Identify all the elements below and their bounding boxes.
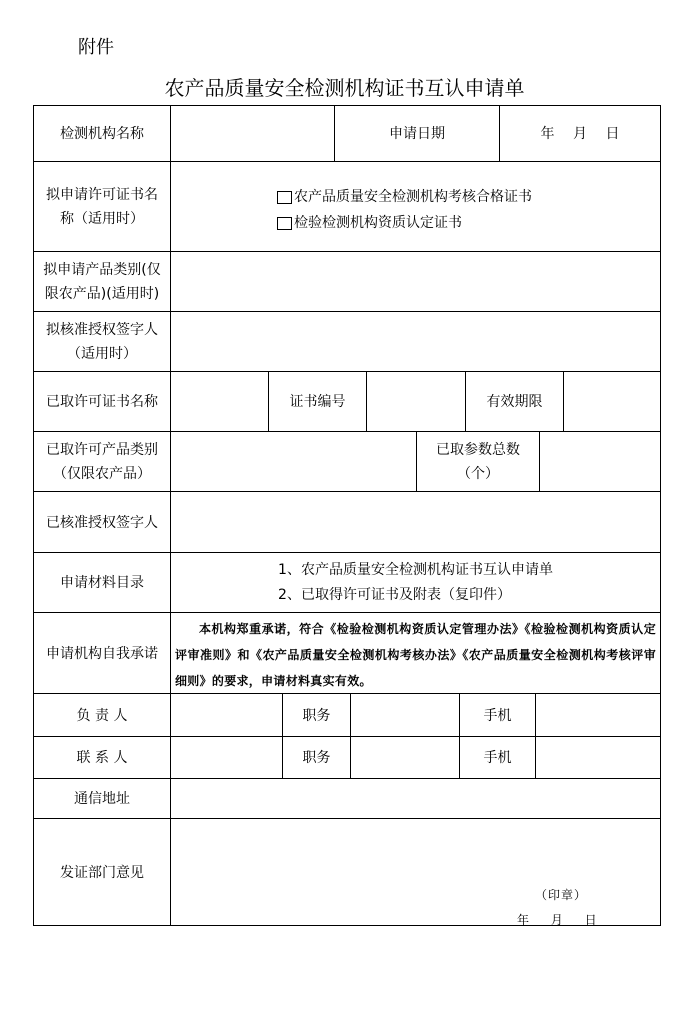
org-name-label: 检测机构名称 xyxy=(60,125,144,142)
cert-option-2-label: 检验检测机构资质认定证书 xyxy=(294,215,462,231)
row-obtained-cert xyxy=(34,371,660,432)
row-materials xyxy=(34,552,660,613)
address-input[interactable] xyxy=(170,779,660,819)
row-commitment xyxy=(34,612,660,694)
mobile-input-2[interactable] xyxy=(535,737,660,779)
obtained-product-label-line1: 已取许可产品类别 xyxy=(46,442,158,458)
row-person-in-charge xyxy=(34,693,660,737)
position-label-1: 职务 xyxy=(282,694,350,737)
intended-cert-label-line1: 拟申请许可证书名 xyxy=(46,187,158,203)
param-total-label-line1: 已取参数总数 xyxy=(436,442,520,458)
person-in-charge-label: 负 责 人 xyxy=(76,707,128,724)
cert-option-1-label: 农产品质量安全检测机构考核合格证书 xyxy=(294,189,532,205)
row-intended-signatory xyxy=(34,311,660,372)
obtained-product-label-line2: （仅限农产品） xyxy=(53,466,151,482)
approved-signatory-label: 已核准授权签字人 xyxy=(46,514,158,531)
stamp-label: （印章） xyxy=(535,888,588,902)
materials-list xyxy=(170,553,660,613)
cert-option-1[interactable] xyxy=(277,184,532,210)
validity-label: 有效期限 xyxy=(465,372,563,432)
intended-signatory-label xyxy=(34,312,170,372)
position-label-2: 职务 xyxy=(282,737,350,779)
material-item-2: 2、已取得许可证书及附表（复印件） xyxy=(278,587,511,603)
param-total-label-line2: （个） xyxy=(457,466,499,482)
intended-signatory-label-line1: 拟核准授权签字人 xyxy=(46,322,158,338)
mobile-label-2: 手机 xyxy=(459,737,535,779)
contact-input[interactable] xyxy=(170,737,282,779)
cert-number-input[interactable] xyxy=(366,372,465,432)
intended-cert-label-line2: 称（适用时） xyxy=(60,211,144,227)
address-label: 通信地址 xyxy=(74,791,130,807)
row-approved-signatory xyxy=(34,491,660,553)
param-total-input[interactable] xyxy=(539,432,660,492)
commitment-text xyxy=(170,613,660,694)
row-contact xyxy=(34,736,660,779)
form-title: 农产品质量安全检测机构证书互认申请单 xyxy=(164,76,525,100)
apply-date-label: 申请日期 xyxy=(334,106,499,161)
row-issuer-opinion xyxy=(34,818,660,926)
issuer-opinion-area[interactable] xyxy=(170,819,660,926)
intended-cert-label xyxy=(34,162,170,252)
apply-date-input[interactable] xyxy=(499,106,660,161)
checkbox-1[interactable] xyxy=(277,191,292,204)
approved-signatory-input[interactable] xyxy=(170,492,660,553)
obtained-cert-label: 已取许可证书名称 xyxy=(46,394,158,410)
person-in-charge-input[interactable] xyxy=(170,694,282,737)
row-intended-product xyxy=(34,251,660,312)
mobile-label-1: 手机 xyxy=(459,694,535,737)
intended-cert-options xyxy=(170,162,660,252)
cert-number-label: 证书编号 xyxy=(268,372,366,432)
position-input-2[interactable] xyxy=(350,737,459,779)
issuer-opinion-label: 发证部门意见 xyxy=(60,864,144,881)
row-intended-cert xyxy=(34,161,660,252)
intended-signatory-label-line2: （适用时） xyxy=(67,346,137,362)
org-name-input[interactable] xyxy=(170,106,334,161)
date-placeholder: 年 月 日 xyxy=(540,125,620,142)
mobile-input-1[interactable] xyxy=(535,694,660,737)
intended-product-label-line2: 限农产品)(适用时) xyxy=(44,286,160,302)
intended-product-label-line1: 拟申请产品类别(仅 xyxy=(43,262,161,278)
commitment-paragraph: 本机构郑重承诺，符合《检验检测机构资质认定管理办法》《检验检测机构资质认定评审准则》和《农产品质量安全检测机构考核办法》《农产品质量安全检测机构考核评审细则》的要求，申请材料真实有效。 xyxy=(175,622,656,688)
commitment-label: 申请机构自我承诺 xyxy=(46,645,158,662)
application-form xyxy=(33,105,661,926)
obtained-product-label xyxy=(34,432,170,492)
row-org-name xyxy=(34,106,660,161)
material-item-1: 1、农产品质量安全检测机构证书互认申请单 xyxy=(278,562,553,578)
obtained-cert-input[interactable] xyxy=(170,372,268,432)
attachment-label: 附件 xyxy=(78,37,114,58)
intended-product-input[interactable] xyxy=(170,252,660,312)
stamp-date: 年 月 日 xyxy=(517,913,597,927)
checkbox-2[interactable] xyxy=(277,217,292,230)
intended-signatory-input[interactable] xyxy=(170,312,660,372)
validity-input[interactable] xyxy=(563,372,660,432)
materials-label: 申请材料目录 xyxy=(60,575,144,591)
contact-label: 联 系 人 xyxy=(76,750,128,766)
cert-option-2[interactable] xyxy=(277,210,532,236)
row-address xyxy=(34,778,660,819)
obtained-product-input[interactable] xyxy=(170,432,416,492)
param-total-label xyxy=(416,432,539,492)
position-input-1[interactable] xyxy=(350,694,459,737)
row-obtained-product xyxy=(34,431,660,492)
intended-product-label xyxy=(34,252,170,312)
